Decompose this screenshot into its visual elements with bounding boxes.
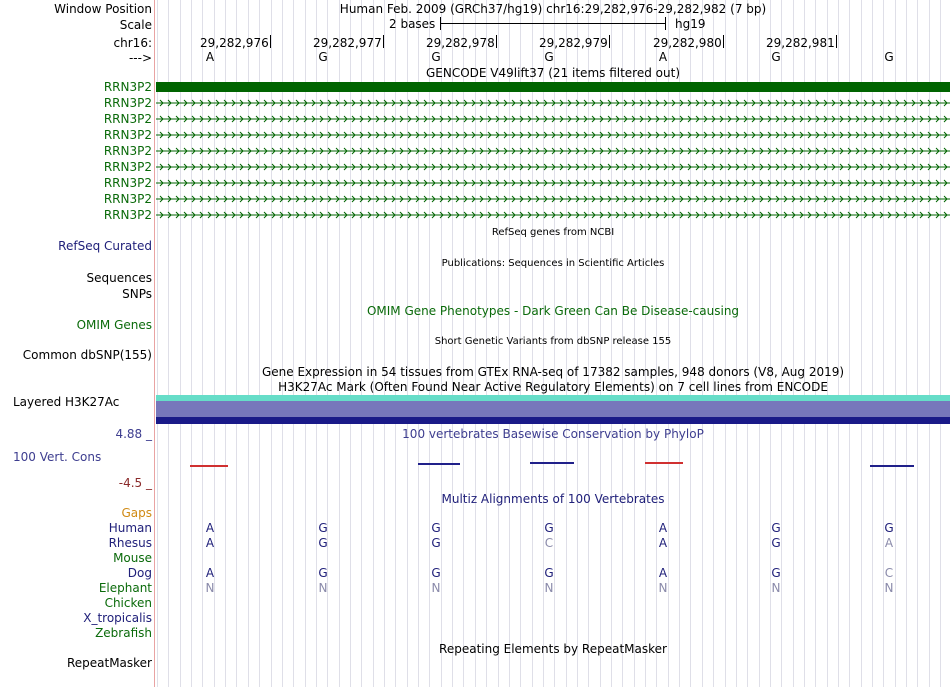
conservation-mark bbox=[645, 462, 683, 464]
repeatmasker-label[interactable]: RepeatMasker bbox=[66, 656, 152, 670]
multiz-track-title[interactable]: Multiz Alignments of 100 Vertebrates bbox=[441, 492, 665, 506]
alignment-base: A bbox=[884, 536, 894, 550]
scale-assembly: hg19 bbox=[675, 17, 706, 31]
alignment-base: G bbox=[431, 566, 441, 580]
coordinate-tick bbox=[496, 35, 497, 48]
alignment-base: G bbox=[884, 521, 894, 535]
snps-label[interactable]: SNPs bbox=[122, 287, 152, 301]
gene-intron-line[interactable] bbox=[156, 178, 950, 188]
h3k27ac-band-bottom bbox=[156, 417, 950, 424]
reference-base: A bbox=[658, 50, 668, 64]
chrom-label: chr16: bbox=[113, 36, 152, 50]
conservation-min-label: -4.5 _ bbox=[118, 476, 152, 490]
alignment-base: A bbox=[205, 566, 215, 580]
gene-intron-line[interactable] bbox=[156, 210, 950, 220]
alignment-base: A bbox=[205, 521, 215, 535]
alignment-base: A bbox=[658, 521, 668, 535]
scale-bar-right-tick bbox=[665, 17, 666, 30]
alignment-base: G bbox=[771, 521, 781, 535]
reference-base: G bbox=[431, 50, 441, 64]
h3k27ac-track-title[interactable]: H3K27Ac Mark (Often Found Near Active Regulatory Elements) on 7 cell lines from ENCODE bbox=[278, 380, 828, 394]
strand-label: ---> bbox=[128, 51, 152, 65]
species-label[interactable]: Zebrafish bbox=[95, 626, 152, 640]
alignment-base: G bbox=[431, 536, 441, 550]
alignment-base: G bbox=[318, 566, 328, 580]
coordinate-label: 29,282,981 bbox=[766, 36, 835, 50]
coordinate-tick bbox=[270, 35, 271, 48]
refseq-track-title[interactable]: RefSeq genes from NCBI bbox=[491, 227, 615, 238]
alignment-base: G bbox=[318, 521, 328, 535]
gtex-track-title[interactable]: Gene Expression in 54 tissues from GTEx RNA-seq of 17382 samples, 948 donors (V8, Aug 2019) bbox=[261, 365, 845, 379]
h3k27ac-label[interactable]: Layered H3K27Ac bbox=[13, 395, 120, 409]
conservation-mark bbox=[190, 465, 228, 467]
gene-intron-line[interactable] bbox=[156, 194, 950, 204]
dbsnp-track-title[interactable]: Short Genetic Variants from dbSNP release 155 bbox=[434, 336, 672, 347]
scale-label: Scale bbox=[119, 18, 152, 32]
publications-label[interactable]: Sequences bbox=[86, 271, 152, 285]
conservation-track-title[interactable]: 100 vertebrates Basewise Conservation by PhyloP bbox=[402, 427, 704, 441]
conservation-mark bbox=[870, 465, 914, 467]
alignment-base: N bbox=[544, 581, 554, 595]
coordinate-tick bbox=[723, 35, 724, 48]
alignment-base: N bbox=[658, 581, 668, 595]
h3k27ac-band-middle bbox=[156, 401, 950, 417]
species-label[interactable]: Human bbox=[108, 521, 152, 535]
gencode-gene-label[interactable]: RRN3P2 bbox=[103, 96, 152, 110]
coordinate-label: 29,282,977 bbox=[313, 36, 382, 50]
alignment-base: N bbox=[884, 581, 894, 595]
label-divider bbox=[154, 0, 155, 687]
gaps-label: Gaps bbox=[121, 506, 152, 520]
window-position-label: Window Position bbox=[54, 2, 152, 16]
alignment-base: A bbox=[205, 536, 215, 550]
coordinate-label: 29,282,976 bbox=[200, 36, 269, 50]
gene-intron-line[interactable] bbox=[156, 130, 950, 140]
gencode-gene-label[interactable]: RRN3P2 bbox=[103, 128, 152, 142]
species-label[interactable]: Elephant bbox=[98, 581, 152, 595]
publications-track-title[interactable]: Publications: Sequences in Scientific Articles bbox=[441, 258, 665, 269]
gene-exon-bar[interactable] bbox=[156, 82, 950, 92]
coordinate-label: 29,282,980 bbox=[653, 36, 722, 50]
refseq-label[interactable]: RefSeq Curated bbox=[58, 239, 152, 253]
alignment-base: A bbox=[658, 566, 668, 580]
alignment-base: C bbox=[544, 536, 554, 550]
gencode-gene-label[interactable]: RRN3P2 bbox=[103, 176, 152, 190]
species-label[interactable]: Mouse bbox=[113, 551, 152, 565]
reference-base: G bbox=[884, 50, 894, 64]
reference-base: G bbox=[771, 50, 781, 64]
alignment-base: N bbox=[431, 581, 441, 595]
conservation-mark bbox=[418, 463, 460, 465]
alignment-base: A bbox=[658, 536, 668, 550]
species-label[interactable]: Rhesus bbox=[108, 536, 152, 550]
gene-intron-line[interactable] bbox=[156, 114, 950, 124]
coordinate-tick bbox=[383, 35, 384, 48]
alignment-base: G bbox=[544, 566, 554, 580]
coordinate-label: 29,282,979 bbox=[539, 36, 608, 50]
conservation-mark bbox=[530, 462, 574, 464]
gencode-gene-label[interactable]: RRN3P2 bbox=[103, 192, 152, 206]
scale-value: 2 bases bbox=[389, 17, 436, 31]
alignment-base: G bbox=[771, 566, 781, 580]
gencode-gene-label[interactable]: RRN3P2 bbox=[103, 144, 152, 158]
coordinate-label: 29,282,978 bbox=[426, 36, 495, 50]
reference-base: A bbox=[205, 50, 215, 64]
alignment-base: G bbox=[318, 536, 328, 550]
reference-base: G bbox=[318, 50, 328, 64]
omim-track-title[interactable]: OMIM Gene Phenotypes - Dark Green Can Be Disease-causing bbox=[366, 304, 740, 318]
alignment-base: C bbox=[884, 566, 894, 580]
reference-base: G bbox=[544, 50, 554, 64]
gencode-gene-label[interactable]: RRN3P2 bbox=[103, 208, 152, 222]
coordinate-tick bbox=[609, 35, 610, 48]
conservation-label[interactable]: 100 Vert. Cons bbox=[13, 450, 102, 464]
dbsnp-label[interactable]: Common dbSNP(155) bbox=[22, 348, 152, 362]
gencode-gene-label[interactable]: RRN3P2 bbox=[103, 160, 152, 174]
repeatmasker-track-title[interactable]: Repeating Elements by RepeatMasker bbox=[439, 642, 667, 656]
alignment-base: G bbox=[431, 521, 441, 535]
alignment-base: G bbox=[544, 521, 554, 535]
species-label[interactable]: Dog bbox=[127, 566, 152, 580]
gene-intron-line[interactable] bbox=[156, 162, 950, 172]
omim-label[interactable]: OMIM Genes bbox=[76, 318, 152, 332]
species-label[interactable]: X_tropicalis bbox=[83, 611, 152, 625]
species-label[interactable]: Chicken bbox=[104, 596, 152, 610]
gencode-gene-label[interactable]: RRN3P2 bbox=[103, 112, 152, 126]
gencode-track-title[interactable]: GENCODE V49lift37 (21 items filtered out) bbox=[425, 66, 680, 80]
alignment-base: N bbox=[205, 581, 215, 595]
alignment-base: N bbox=[771, 581, 781, 595]
conservation-max-label: 4.88 _ bbox=[115, 427, 152, 441]
window-position-value[interactable]: Human Feb. 2009 (GRCh37/hg19) chr16:29,282,976-29,282,982 (7 bp) bbox=[339, 2, 767, 16]
gene-intron-line[interactable] bbox=[156, 98, 950, 108]
alignment-base: G bbox=[771, 536, 781, 550]
coordinate-tick bbox=[836, 35, 837, 48]
scale-bar bbox=[440, 23, 666, 24]
gene-intron-line[interactable] bbox=[156, 146, 950, 156]
gencode-gene-label[interactable]: RRN3P2 bbox=[103, 80, 152, 94]
alignment-base: N bbox=[318, 581, 328, 595]
